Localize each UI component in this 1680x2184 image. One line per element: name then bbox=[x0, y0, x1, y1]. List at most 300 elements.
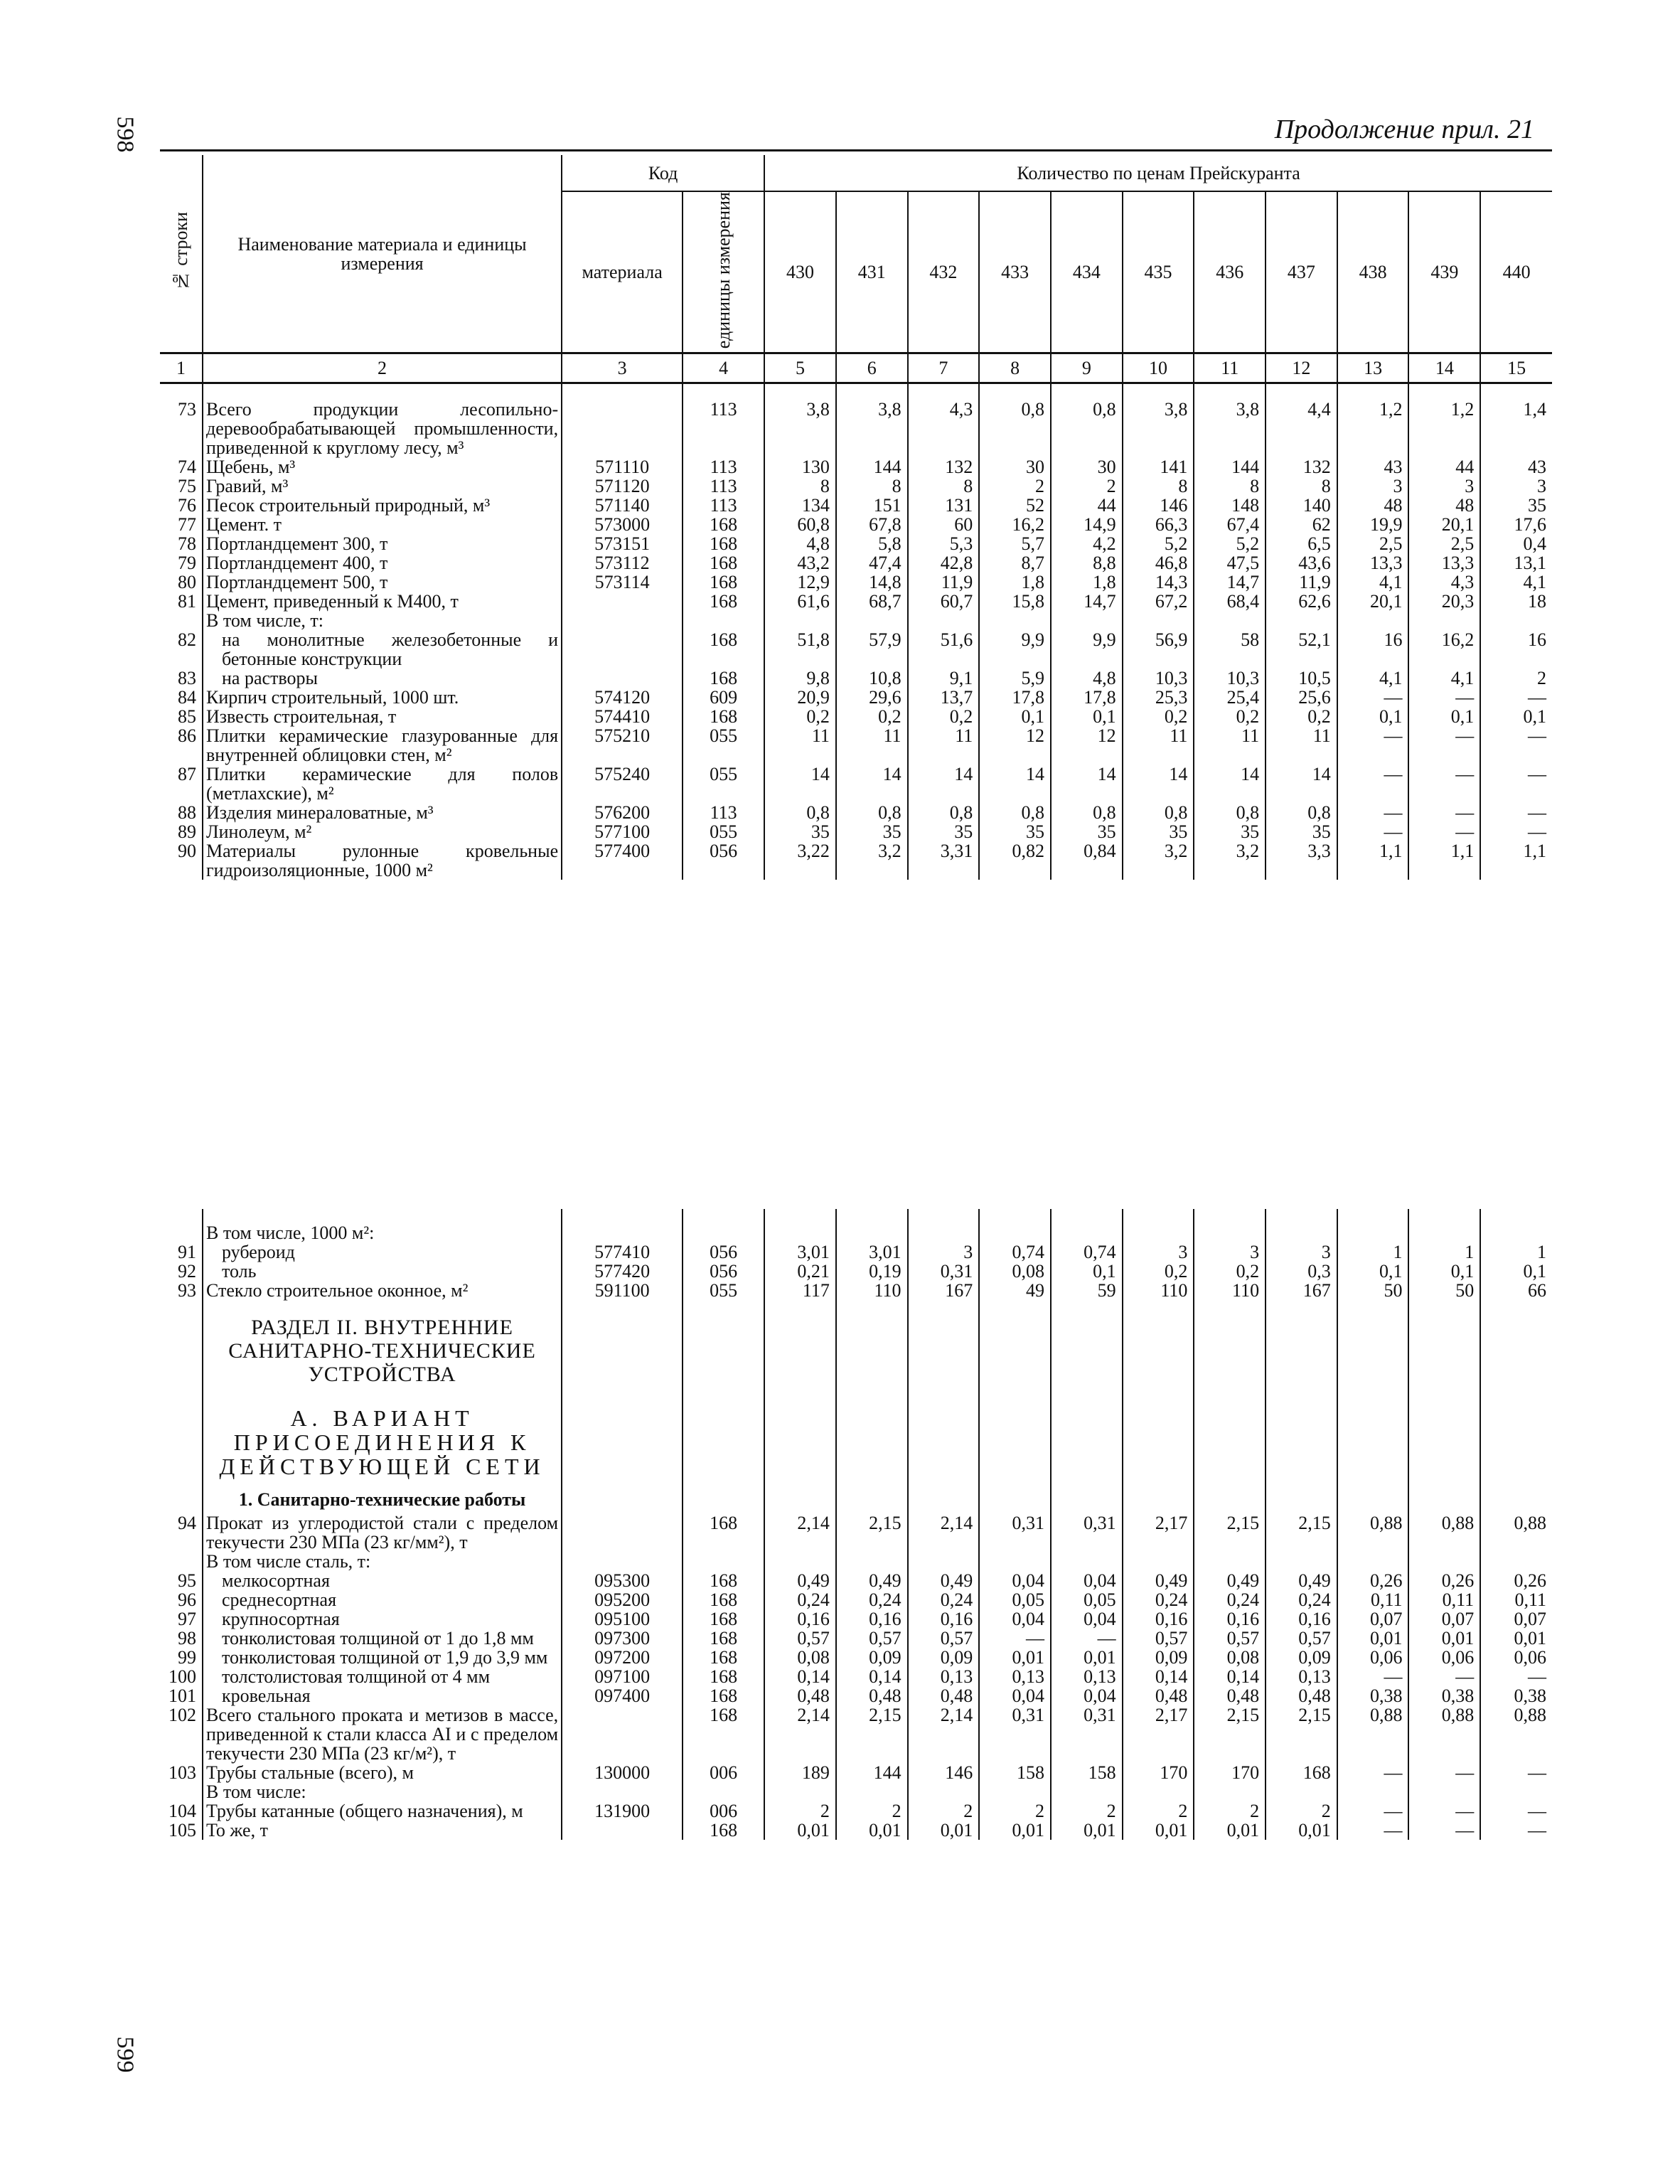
quantity-cell: 14,7 bbox=[1194, 572, 1266, 592]
table-row bbox=[160, 1571, 1552, 1590]
row-number: 104 bbox=[168, 1801, 196, 1821]
table-row bbox=[160, 1223, 1552, 1242]
quantity-cell: — bbox=[1480, 803, 1552, 822]
quantity-cell: 151 bbox=[836, 496, 908, 515]
material-name: рубероид bbox=[203, 1242, 562, 1262]
table-row bbox=[160, 1686, 1552, 1705]
header-price-436: 436 bbox=[1194, 191, 1266, 353]
header-price-434: 434 bbox=[1051, 191, 1123, 353]
quantity-cell: 17,6 bbox=[1480, 515, 1552, 534]
quantity-cell: 2 bbox=[1123, 1801, 1194, 1821]
quantity-cell bbox=[1194, 1782, 1266, 1801]
quantity-cell: 2 bbox=[764, 1801, 836, 1821]
quantity-cell: 0,08 bbox=[1194, 1648, 1266, 1667]
quantity-cell: 0,38 bbox=[1480, 1686, 1552, 1705]
header-price-440: 440 bbox=[1480, 191, 1552, 353]
quantity-cell: 0,13 bbox=[908, 1667, 980, 1686]
material-code: 571140 bbox=[562, 496, 683, 515]
row-number: 83 bbox=[178, 668, 196, 689]
unit-code: 168 bbox=[683, 630, 764, 668]
quantity-cell: 5,2 bbox=[1123, 534, 1194, 553]
quantity-cell: 30 bbox=[1051, 457, 1123, 476]
empty-cell bbox=[1480, 1390, 1552, 1483]
quantity-cell: 170 bbox=[1194, 1763, 1266, 1782]
material-name: Линолеум, м² bbox=[203, 822, 562, 841]
quantity-cell: 11,9 bbox=[1266, 572, 1337, 592]
row-number: 86 bbox=[178, 725, 196, 747]
quantity-cell: 1,1 bbox=[1408, 841, 1480, 880]
quantity-cell: 10,5 bbox=[1266, 668, 1337, 688]
quantity-cell: 20,3 bbox=[1408, 592, 1480, 611]
empty-cell bbox=[1480, 1300, 1552, 1390]
quantity-cell: 35 bbox=[764, 822, 836, 841]
material-code: 574410 bbox=[562, 707, 683, 726]
empty-cell bbox=[1337, 1300, 1409, 1390]
column-number: 11 bbox=[1194, 353, 1266, 383]
empty-cell bbox=[1408, 1390, 1480, 1483]
quantity-cell: 0,16 bbox=[1123, 1609, 1194, 1629]
material-code: 097300 bbox=[562, 1629, 683, 1648]
quantity-cell: 134 bbox=[764, 496, 836, 515]
spacer-cell bbox=[203, 383, 562, 400]
material-code: 097400 bbox=[562, 1686, 683, 1705]
spacer-cell bbox=[1051, 1209, 1123, 1223]
empty-cell bbox=[1480, 1483, 1552, 1513]
quantity-cell: 35 bbox=[979, 822, 1051, 841]
quantity-cell: 62,6 bbox=[1266, 592, 1337, 611]
quantity-cell: 0,1 bbox=[1337, 1262, 1409, 1281]
column-number: 9 bbox=[1051, 353, 1123, 383]
quantity-cell: — bbox=[1480, 1667, 1552, 1686]
quantity-cell: 0,4 bbox=[1480, 534, 1552, 553]
unit-code bbox=[683, 1782, 764, 1801]
quantity-cell: 60,8 bbox=[764, 515, 836, 534]
material-code: 577100 bbox=[562, 822, 683, 841]
quantity-cell: 117 bbox=[764, 1281, 836, 1300]
quantity-cell: 0,8 bbox=[1266, 803, 1337, 822]
row-number: 89 bbox=[178, 821, 196, 843]
unit-code: 168 bbox=[683, 1686, 764, 1705]
quantity-cell: 13,3 bbox=[1337, 553, 1409, 572]
quantity-cell: 0,31 bbox=[979, 1705, 1051, 1763]
row-number: 73 bbox=[178, 399, 196, 420]
quantity-cell bbox=[1266, 611, 1337, 630]
quantity-cell: 0,01 bbox=[1337, 1629, 1409, 1648]
quantity-cell: 2,14 bbox=[908, 1513, 980, 1552]
material-name: среднесортная bbox=[203, 1590, 562, 1609]
material-name: Материалы рулонные кровельные гидроизоляционные, 1000 м² bbox=[203, 841, 562, 880]
empty-cell bbox=[1266, 1300, 1337, 1390]
quantity-cell: — bbox=[1408, 803, 1480, 822]
table-row bbox=[160, 572, 1552, 592]
quantity-cell: 3,8 bbox=[836, 400, 908, 457]
quantity-cell bbox=[1480, 1782, 1552, 1801]
quantity-cell: 2 bbox=[1051, 476, 1123, 496]
table-row bbox=[160, 630, 1552, 668]
material-code: 574120 bbox=[562, 688, 683, 707]
empty-cell bbox=[764, 1483, 836, 1513]
quantity-cell: 0,26 bbox=[1480, 1571, 1552, 1590]
quantity-cell: 1,8 bbox=[979, 572, 1051, 592]
quantity-cell bbox=[1337, 1223, 1409, 1242]
quantity-cell: 5,2 bbox=[1194, 534, 1266, 553]
materials-table-lower bbox=[160, 1209, 1552, 1840]
quantity-cell: 0,14 bbox=[836, 1667, 908, 1686]
quantity-cell: 0,1 bbox=[1337, 707, 1409, 726]
material-code: 577400 bbox=[562, 841, 683, 880]
empty-cell bbox=[764, 1390, 836, 1483]
row-number: 98 bbox=[178, 1628, 196, 1648]
quantity-cell: 0,57 bbox=[908, 1629, 980, 1648]
material-code bbox=[562, 1821, 683, 1840]
quantity-cell: — bbox=[1480, 726, 1552, 765]
quantity-cell: 1 bbox=[1408, 1242, 1480, 1262]
unit-code: 055 bbox=[683, 726, 764, 765]
quantity-cell: — bbox=[979, 1629, 1051, 1648]
quantity-cell: 2,15 bbox=[836, 1513, 908, 1552]
spacer-cell bbox=[683, 1209, 764, 1223]
material-name: Плитки керамические для полов (метлахские), м² bbox=[203, 765, 562, 803]
quantity-cell: 0,01 bbox=[908, 1821, 980, 1840]
quantity-cell: 2 bbox=[836, 1801, 908, 1821]
unit-code: 168 bbox=[683, 1667, 764, 1686]
quantity-cell: 4,3 bbox=[908, 400, 980, 457]
spacer-cell bbox=[1408, 383, 1480, 400]
material-code: 575240 bbox=[562, 765, 683, 803]
quantity-cell: 25,6 bbox=[1266, 688, 1337, 707]
quantity-cell: 0,24 bbox=[908, 1590, 980, 1609]
unit-code bbox=[683, 1223, 764, 1242]
quantity-cell: 144 bbox=[836, 1763, 908, 1782]
quantity-cell: 0,2 bbox=[1194, 1262, 1266, 1281]
empty-cell bbox=[1408, 1483, 1480, 1513]
quantity-cell: 0,01 bbox=[979, 1648, 1051, 1667]
quantity-cell: 130 bbox=[764, 457, 836, 476]
quantity-cell: 0,24 bbox=[1194, 1590, 1266, 1609]
quantity-cell bbox=[836, 1223, 908, 1242]
table-row bbox=[160, 707, 1552, 726]
quantity-cell: 4,1 bbox=[1337, 668, 1409, 688]
unit-code: 056 bbox=[683, 1242, 764, 1262]
material-name: на растворы bbox=[203, 668, 562, 688]
row-number: 96 bbox=[178, 1589, 196, 1610]
quantity-cell: 0,09 bbox=[1123, 1648, 1194, 1667]
quantity-cell: 11 bbox=[764, 726, 836, 765]
quantity-cell: 62 bbox=[1266, 515, 1337, 534]
quantity-cell: 12 bbox=[1051, 726, 1123, 765]
row-number: 101 bbox=[168, 1685, 196, 1706]
header-price-438: 438 bbox=[1337, 191, 1409, 353]
quantity-cell: 35 bbox=[1123, 822, 1194, 841]
quantity-cell: 0,2 bbox=[1123, 707, 1194, 726]
quantity-cell: 68,4 bbox=[1194, 592, 1266, 611]
quantity-cell: 1,2 bbox=[1408, 400, 1480, 457]
quantity-cell: 4,8 bbox=[1051, 668, 1123, 688]
quantity-cell: 16,2 bbox=[1408, 630, 1480, 668]
quantity-cell: 0,1 bbox=[1480, 707, 1552, 726]
quantity-cell: 0,1 bbox=[1051, 1262, 1123, 1281]
empty-cell bbox=[1194, 1390, 1266, 1483]
quantity-cell: 49 bbox=[979, 1281, 1051, 1300]
table-row bbox=[160, 841, 1552, 880]
header-quantity: Количество по ценам Прейскуранта bbox=[764, 155, 1552, 191]
quantity-cell: 0,1 bbox=[1480, 1262, 1552, 1281]
quantity-cell: — bbox=[1408, 1667, 1480, 1686]
unit-code: 113 bbox=[683, 496, 764, 515]
quantity-cell: 8,8 bbox=[1051, 553, 1123, 572]
table-row bbox=[160, 1513, 1552, 1552]
quantity-cell: 0,09 bbox=[1266, 1648, 1337, 1667]
material-name: Трубы стальные (всего), м bbox=[203, 1763, 562, 1782]
quantity-cell: 2,15 bbox=[1266, 1513, 1337, 1552]
quantity-cell: 0,26 bbox=[1408, 1571, 1480, 1590]
quantity-cell: 11,9 bbox=[908, 572, 980, 592]
material-code bbox=[562, 1552, 683, 1571]
material-name: В том числе сталь, т: bbox=[203, 1552, 562, 1571]
empty-cell bbox=[683, 1390, 764, 1483]
row-number: 92 bbox=[178, 1261, 196, 1282]
quantity-cell: 0,07 bbox=[1408, 1609, 1480, 1629]
quantity-cell: 158 bbox=[979, 1763, 1051, 1782]
table-row bbox=[160, 1390, 1552, 1483]
quantity-cell: 0,13 bbox=[979, 1667, 1051, 1686]
empty-cell bbox=[1051, 1390, 1123, 1483]
material-code: 573000 bbox=[562, 515, 683, 534]
quantity-cell: 0,2 bbox=[1266, 707, 1337, 726]
quantity-cell bbox=[764, 1782, 836, 1801]
empty-cell bbox=[908, 1390, 980, 1483]
material-name: Портландцемент 500, т bbox=[203, 572, 562, 592]
quantity-cell: 0,01 bbox=[1051, 1821, 1123, 1840]
row-number: 105 bbox=[168, 1820, 196, 1841]
quantity-cell bbox=[1123, 1223, 1194, 1242]
material-name: Цемент. т bbox=[203, 515, 562, 534]
quantity-cell: 3,01 bbox=[836, 1242, 908, 1262]
empty-cell bbox=[1266, 1483, 1337, 1513]
quantity-cell: 0,31 bbox=[979, 1513, 1051, 1552]
quantity-cell: 0,49 bbox=[908, 1571, 980, 1590]
material-code bbox=[562, 668, 683, 688]
quantity-cell: 48 bbox=[1337, 496, 1409, 515]
quantity-cell: 8 bbox=[908, 476, 980, 496]
quantity-cell: 0,13 bbox=[1051, 1667, 1123, 1686]
quantity-cell: 14 bbox=[1123, 765, 1194, 803]
spacer-cell bbox=[562, 383, 683, 400]
quantity-cell: 0,16 bbox=[908, 1609, 980, 1629]
quantity-cell: 0,08 bbox=[764, 1648, 836, 1667]
spacer-cell bbox=[1266, 383, 1337, 400]
quantity-cell bbox=[1408, 1223, 1480, 1242]
empty-cell bbox=[562, 1300, 683, 1390]
quantity-cell: 0,49 bbox=[1123, 1571, 1194, 1590]
quantity-cell: 1,4 bbox=[1480, 400, 1552, 457]
unit-code: 055 bbox=[683, 822, 764, 841]
quantity-cell: 67,4 bbox=[1194, 515, 1266, 534]
quantity-cell bbox=[979, 1223, 1051, 1242]
quantity-cell: 0,05 bbox=[1051, 1590, 1123, 1609]
quantity-cell: 14 bbox=[1266, 765, 1337, 803]
row-number bbox=[160, 1483, 203, 1513]
quantity-cell: 0,01 bbox=[1123, 1821, 1194, 1840]
empty-cell bbox=[836, 1483, 908, 1513]
quantity-cell: 12,9 bbox=[764, 572, 836, 592]
table-row bbox=[160, 1821, 1552, 1840]
quantity-cell: 0,88 bbox=[1408, 1513, 1480, 1552]
quantity-cell: 35 bbox=[1480, 496, 1552, 515]
material-name: толстолистовая толщиной от 4 мм bbox=[203, 1667, 562, 1686]
header-price-430: 430 bbox=[764, 191, 836, 353]
row-number: 97 bbox=[178, 1609, 196, 1629]
table-row bbox=[160, 1300, 1552, 1390]
quantity-cell: 9,9 bbox=[979, 630, 1051, 668]
quantity-cell bbox=[1337, 611, 1409, 630]
quantity-cell bbox=[836, 1552, 908, 1571]
empty-cell bbox=[979, 1483, 1051, 1513]
quantity-cell: 3,01 bbox=[764, 1242, 836, 1262]
material-code bbox=[562, 630, 683, 668]
quantity-cell: — bbox=[1408, 1821, 1480, 1840]
material-name: Изделия минераловатные, м³ bbox=[203, 803, 562, 822]
quantity-cell: 110 bbox=[1123, 1281, 1194, 1300]
material-code bbox=[562, 1223, 683, 1242]
empty-cell bbox=[1337, 1483, 1409, 1513]
quantity-cell: 3 bbox=[1266, 1242, 1337, 1262]
quantity-cell bbox=[908, 1552, 980, 1571]
quantity-cell: 0,8 bbox=[836, 803, 908, 822]
quantity-cell: 11 bbox=[1194, 726, 1266, 765]
quantity-cell: 146 bbox=[1123, 496, 1194, 515]
quantity-cell: 0,01 bbox=[764, 1821, 836, 1840]
quantity-cell bbox=[1123, 611, 1194, 630]
quantity-cell: 0,24 bbox=[836, 1590, 908, 1609]
row-number bbox=[160, 1300, 203, 1390]
table-row bbox=[160, 611, 1552, 630]
material-code bbox=[562, 1513, 683, 1552]
quantity-cell: 0,08 bbox=[979, 1262, 1051, 1281]
quantity-cell: 0,8 bbox=[979, 400, 1051, 457]
quantity-cell: 4,2 bbox=[1051, 534, 1123, 553]
quantity-cell: 5,9 bbox=[979, 668, 1051, 688]
table-row bbox=[160, 1590, 1552, 1609]
header-name: Наименование материала и единицы измерения bbox=[203, 155, 562, 353]
material-name: В том числе, 1000 м²: bbox=[203, 1223, 562, 1242]
quantity-cell: 14,3 bbox=[1123, 572, 1194, 592]
row-number: 77 bbox=[178, 514, 196, 536]
quantity-cell: 13,1 bbox=[1480, 553, 1552, 572]
quantity-cell: 25,4 bbox=[1194, 688, 1266, 707]
material-code: 095100 bbox=[562, 1609, 683, 1629]
spacer-cell bbox=[908, 383, 980, 400]
table-row bbox=[160, 1705, 1552, 1763]
material-name: крупносортная bbox=[203, 1609, 562, 1629]
empty-cell bbox=[1123, 1300, 1194, 1390]
quantity-cell: 48 bbox=[1408, 496, 1480, 515]
quantity-cell: — bbox=[1337, 1763, 1409, 1782]
quantity-cell: 67,8 bbox=[836, 515, 908, 534]
material-code: 591100 bbox=[562, 1281, 683, 1300]
quantity-cell: 3 bbox=[1480, 476, 1552, 496]
header-row-no: № строки bbox=[160, 155, 203, 353]
quantity-cell: 0,48 bbox=[1194, 1686, 1266, 1705]
quantity-cell: 0,04 bbox=[1051, 1686, 1123, 1705]
quantity-cell: 141 bbox=[1123, 457, 1194, 476]
table-row bbox=[160, 400, 1552, 457]
quantity-cell: 0,01 bbox=[836, 1821, 908, 1840]
quantity-cell: 3 bbox=[908, 1242, 980, 1262]
quantity-cell: 0,82 bbox=[979, 841, 1051, 880]
empty-cell bbox=[979, 1390, 1051, 1483]
quantity-cell: 15,8 bbox=[979, 592, 1051, 611]
quantity-cell bbox=[836, 611, 908, 630]
column-number: 14 bbox=[1408, 353, 1480, 383]
row-number: 91 bbox=[178, 1242, 196, 1262]
quantity-cell bbox=[1480, 1223, 1552, 1242]
quantity-cell: 0,07 bbox=[1337, 1609, 1409, 1629]
quantity-cell: 14,9 bbox=[1051, 515, 1123, 534]
quantity-cell: 0,8 bbox=[1051, 803, 1123, 822]
quantity-cell: 170 bbox=[1123, 1763, 1194, 1782]
quantity-cell: 14 bbox=[764, 765, 836, 803]
quantity-cell: 9,9 bbox=[1051, 630, 1123, 668]
quantity-cell: 51,6 bbox=[908, 630, 980, 668]
quantity-cell bbox=[1051, 611, 1123, 630]
quantity-cell: 8,7 bbox=[979, 553, 1051, 572]
row-number: 75 bbox=[178, 476, 196, 497]
quantity-cell: 14 bbox=[979, 765, 1051, 803]
quantity-cell: 189 bbox=[764, 1763, 836, 1782]
quantity-cell bbox=[1123, 1782, 1194, 1801]
quantity-cell: — bbox=[1480, 1801, 1552, 1821]
quantity-cell bbox=[1051, 1782, 1123, 1801]
quantity-cell: 0,31 bbox=[1051, 1705, 1123, 1763]
quantity-cell: 11 bbox=[908, 726, 980, 765]
material-code: 130000 bbox=[562, 1763, 683, 1782]
quantity-cell bbox=[764, 1552, 836, 1571]
quantity-cell bbox=[979, 1552, 1051, 1571]
material-code: 571120 bbox=[562, 476, 683, 496]
quantity-cell: 14 bbox=[1194, 765, 1266, 803]
column-number: 13 bbox=[1337, 353, 1409, 383]
quantity-cell: 2 bbox=[1194, 1801, 1266, 1821]
material-code bbox=[562, 1782, 683, 1801]
quantity-cell: 0,01 bbox=[1051, 1648, 1123, 1667]
quantity-cell: 12 bbox=[979, 726, 1051, 765]
quantity-cell: 0,24 bbox=[1266, 1590, 1337, 1609]
spacer-cell bbox=[908, 1209, 980, 1223]
quantity-cell: 0,88 bbox=[1337, 1705, 1409, 1763]
table-row bbox=[160, 1648, 1552, 1667]
quantity-cell: 2,15 bbox=[1194, 1513, 1266, 1552]
quantity-cell: — bbox=[1408, 688, 1480, 707]
quantity-cell: 0,8 bbox=[908, 803, 980, 822]
material-name: мелкосортная bbox=[203, 1571, 562, 1590]
material-code: 097100 bbox=[562, 1667, 683, 1686]
spacer-cell bbox=[1123, 383, 1194, 400]
quantity-cell: 8 bbox=[1123, 476, 1194, 496]
spacer-cell bbox=[1194, 383, 1266, 400]
empty-cell bbox=[1051, 1300, 1123, 1390]
quantity-cell: — bbox=[1337, 726, 1409, 765]
unit-code: 168 bbox=[683, 515, 764, 534]
quantity-cell: 0,04 bbox=[979, 1609, 1051, 1629]
quantity-cell: 5,8 bbox=[836, 534, 908, 553]
empty-cell bbox=[1194, 1483, 1266, 1513]
spacer-cell bbox=[683, 383, 764, 400]
row-number: 85 bbox=[178, 706, 196, 728]
material-name: на монолитные железобетонные и бетонные конструкции bbox=[203, 630, 562, 668]
quantity-cell: 0,88 bbox=[1480, 1705, 1552, 1763]
quantity-cell: 0,14 bbox=[1194, 1667, 1266, 1686]
